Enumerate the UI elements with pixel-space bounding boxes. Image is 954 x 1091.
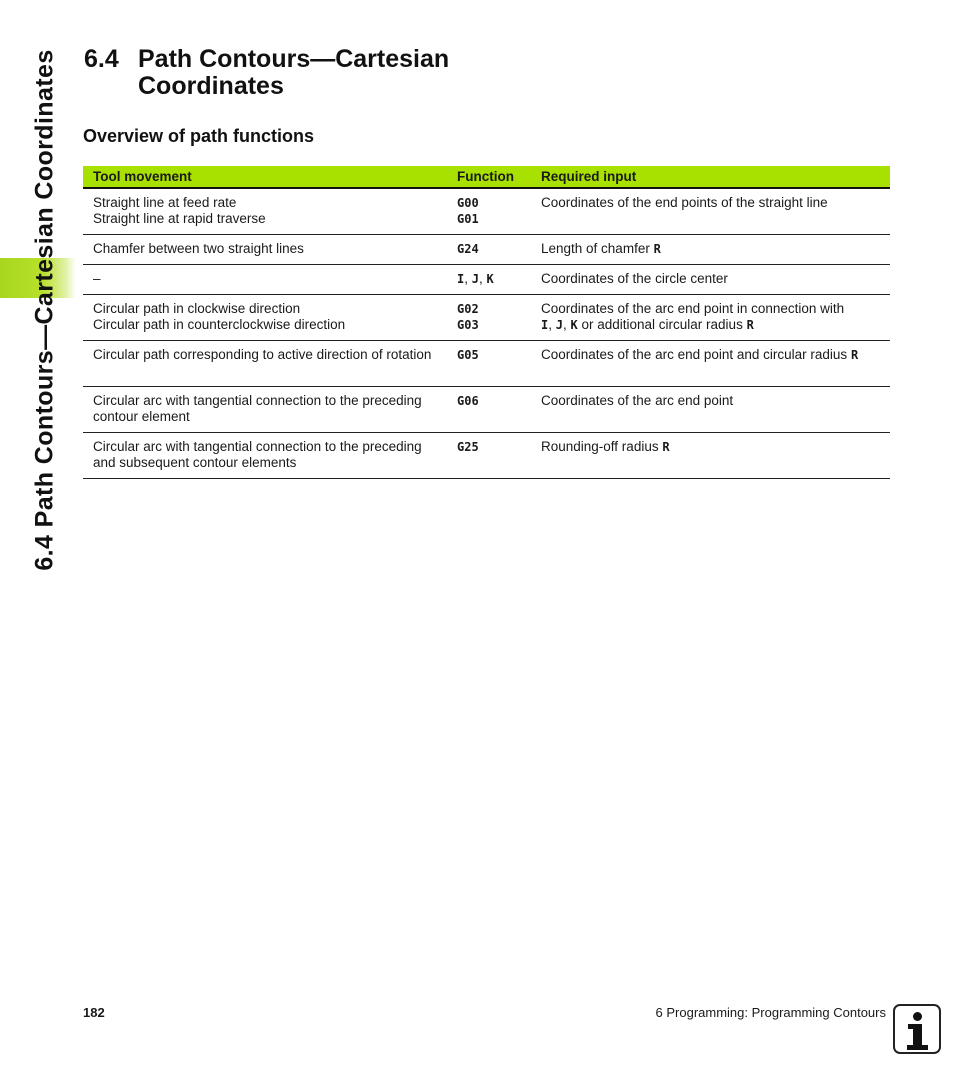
cell-function bbox=[447, 432, 539, 478]
cell-input: Coordinates of the circle center bbox=[539, 264, 890, 294]
input-code: R bbox=[653, 241, 661, 256]
cell-movement: Chamfer between two straight lines bbox=[83, 234, 447, 264]
cell-movement: – bbox=[83, 264, 447, 294]
table-row bbox=[83, 386, 890, 432]
cell-input: Coordinates of the end points of the straight line bbox=[539, 188, 890, 234]
input-code: R bbox=[662, 439, 670, 454]
input-text: Coordinates of the arc end point in connection with bbox=[541, 300, 845, 316]
input-line-2: I, J, K or additional circular radius R bbox=[541, 316, 754, 332]
side-tab-label: 6.4 Path Contours—Cartesian Coordinates bbox=[30, 49, 59, 571]
table-row bbox=[83, 188, 890, 234]
movement-line: Straight line at feed rate bbox=[93, 195, 237, 210]
title-line-1: Path Contours—Cartesian bbox=[138, 45, 450, 73]
function-code: G00 bbox=[457, 196, 479, 210]
table-row bbox=[83, 234, 890, 264]
cell-function bbox=[447, 340, 539, 386]
section-subheading: Overview of path functions bbox=[83, 126, 315, 146]
function-code: G25 bbox=[457, 439, 479, 454]
function-code: G03 bbox=[457, 317, 479, 332]
movement-line: Circular path in clockwise direction bbox=[93, 300, 301, 316]
input-text: Coordinates of the arc end point and circular radius bbox=[541, 346, 851, 362]
input-code: J bbox=[555, 317, 563, 332]
header-tool-movement: Tool movement bbox=[83, 166, 447, 188]
function-code: G05 bbox=[457, 347, 479, 362]
function-code: K bbox=[486, 271, 494, 286]
function-code: G02 bbox=[457, 301, 479, 316]
header-function: Function bbox=[447, 166, 539, 188]
cell-movement bbox=[83, 294, 447, 340]
page-title bbox=[84, 46, 449, 100]
cell-input bbox=[539, 294, 890, 340]
info-icon bbox=[893, 1004, 941, 1054]
cell-function bbox=[447, 234, 539, 264]
path-functions-table bbox=[83, 166, 890, 479]
cell-function bbox=[447, 294, 539, 340]
cell-movement bbox=[83, 188, 447, 234]
cell-input bbox=[539, 340, 890, 386]
input-code: K bbox=[570, 317, 578, 332]
function-code: G06 bbox=[457, 393, 479, 408]
function-code: G01 bbox=[457, 212, 479, 226]
cell-input: Coordinates of the arc end point bbox=[539, 386, 890, 432]
input-code: R bbox=[746, 317, 754, 332]
cell-function bbox=[447, 386, 539, 432]
cell-movement: Circular arc with tangential connection to the preceding and subsequent contour elements bbox=[83, 432, 447, 478]
cell-function: I, J, K bbox=[447, 264, 539, 294]
movement-line: Straight line at rapid traverse bbox=[93, 211, 266, 226]
chapter-title: 6 Programming: Programming Contours bbox=[655, 1005, 886, 1020]
movement-line: Circular path in counterclockwise direction bbox=[93, 316, 346, 332]
input-text: Length of chamfer bbox=[541, 240, 654, 256]
header-required-input: Required input bbox=[539, 166, 890, 188]
table-row bbox=[83, 432, 890, 478]
cell-input bbox=[539, 234, 890, 264]
function-code: J bbox=[471, 271, 479, 286]
title-line-2: Coordinates bbox=[138, 72, 284, 100]
page-number: 182 bbox=[83, 1005, 105, 1020]
cell-movement: Circular arc with tangential connection to the preceding contour element bbox=[83, 386, 447, 432]
cell-movement: Circular path corresponding to active direction of rotation bbox=[83, 340, 447, 386]
section-number: 6.4 bbox=[84, 45, 119, 73]
cell-function bbox=[447, 188, 539, 234]
cell-input bbox=[539, 432, 890, 478]
table-row bbox=[83, 294, 890, 340]
input-code: R bbox=[850, 347, 859, 362]
input-text: or additional circular radius bbox=[577, 316, 747, 332]
table-row bbox=[83, 340, 890, 386]
input-text: Rounding-off radius bbox=[541, 438, 663, 454]
input-code: I bbox=[541, 317, 549, 332]
function-code: G24 bbox=[457, 241, 479, 256]
function-code: I bbox=[457, 271, 465, 286]
table-row bbox=[83, 264, 890, 294]
table-header-row bbox=[83, 166, 890, 188]
